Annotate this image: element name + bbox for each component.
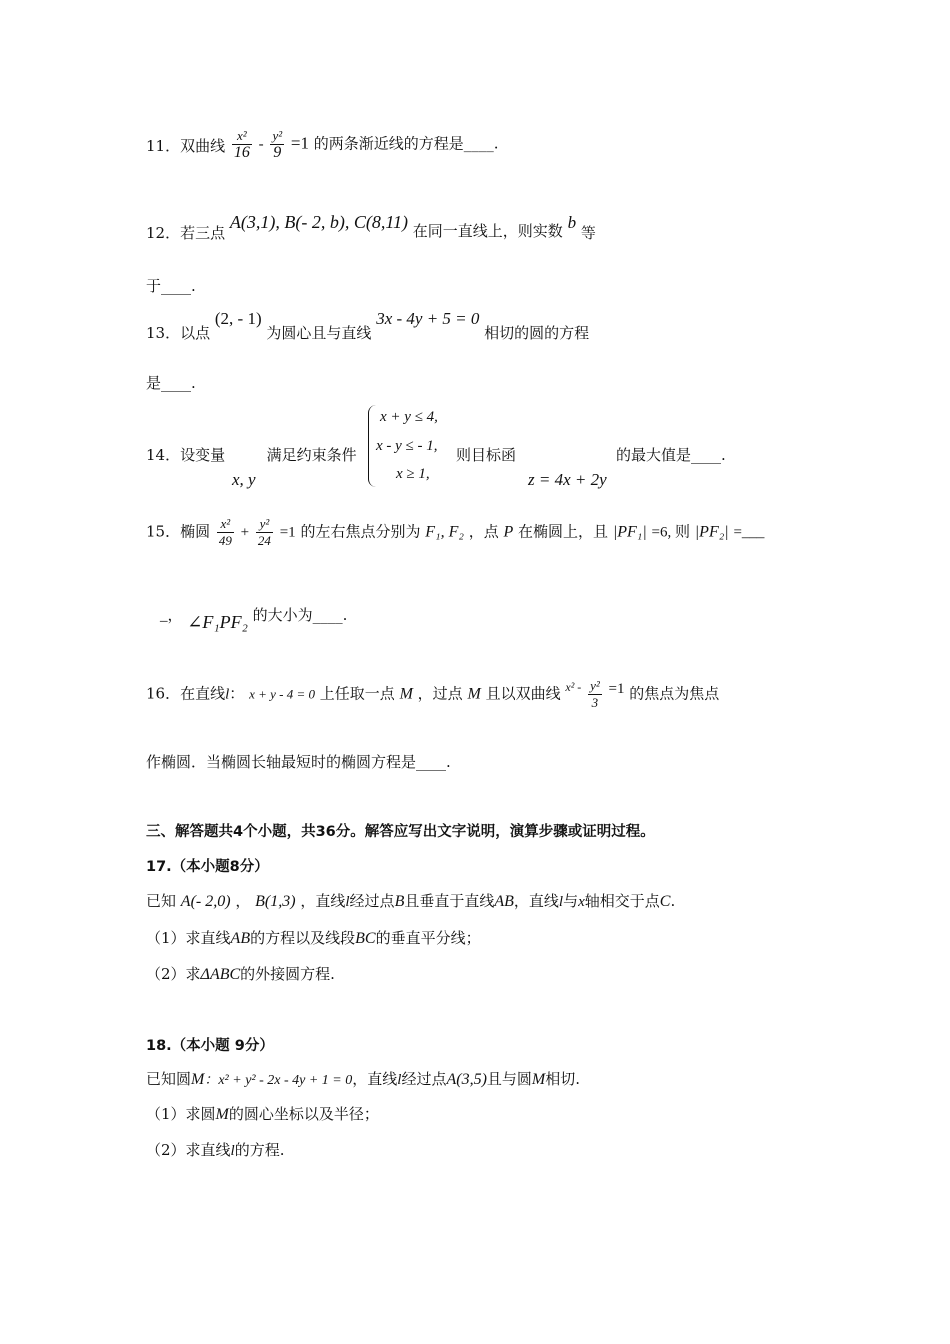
question-18-title: 18.（本小题 9分） bbox=[146, 1038, 274, 1054]
q14-suffix: 的最大值是____. bbox=[616, 446, 726, 464]
question-16-line2: 作椭圆．当椭圆长轴最短时的椭圆方程是____. bbox=[146, 753, 451, 771]
q14-middle2: 则目标函 bbox=[456, 446, 517, 464]
q18-circle-equation: ：x² + y² - 2x - 4y + 1 = 0 bbox=[204, 1073, 353, 1088]
question-14: 14．设变量 满足约束条件 bbox=[146, 446, 357, 464]
q11-fraction-y: $\frac{\text{y²}}{9}$ bbox=[272, 128, 283, 161]
question-17-body: 已知 A(- 2,0) ， B(1,3) ，直线l经过点B且垂直于直线AB，直线l与x轴相交于点C. bbox=[146, 892, 676, 910]
section-3-heading: 三、解答题共4个小题，共36分。解答应写出文字说明，演算步骤或证明过程。 bbox=[146, 824, 655, 840]
q14-objective: z = 4x + 2y bbox=[528, 470, 607, 489]
question-17-title: 17.（本小题8分） bbox=[146, 859, 269, 875]
question-18-part-2: （2）求直线l的方程. bbox=[146, 1141, 285, 1159]
q16-line-equation: x + y - 4 = 0 bbox=[249, 686, 315, 702]
question-11: 11．双曲线 $\frac{\text{x²}}{16}$ - $\frac{\text{y²}}{9}$ =1 的两条渐近线的方程是____. bbox=[146, 128, 499, 161]
question-18-body: 已知圆M：x² + y² - 2x - 4y + 1 = 0，直线l经过点A(3,5)且与圆M相切. bbox=[146, 1070, 581, 1088]
q11-fraction-x: $\frac{\text{x²}}{16}$ bbox=[233, 128, 250, 161]
q12-points: A(3,1), B(- 2, b), C(8,11) bbox=[229, 212, 408, 232]
question-15: 15．椭圆 $\frac{\text{x²}}{49}$ + $\frac{\text{y²}}{24}$ =1 的左右焦点分别为 F₁, F₂ ，点 P 在椭圆上，且 |PF₁| =6, 则 |PF₂| =___ bbox=[146, 516, 765, 548]
question-12-line2: 于____. bbox=[146, 277, 196, 295]
question-18-part-1: （1）求圆M的圆心坐标以及半径； bbox=[146, 1105, 379, 1123]
question-13: 13．以点 (2, - 1) 为圆心且与直线 3x - 4y + 5 = 0 相切的圆的方程 bbox=[146, 309, 590, 342]
question-15-line2: _， ∠F₁PF₂ 的大小为____. bbox=[160, 606, 348, 632]
q13-line-equation: 3x - 4y + 5 = 0 bbox=[376, 309, 480, 328]
question-13-line2: 是____. bbox=[146, 374, 196, 392]
q14-constraint-2: x - y ≤ - 1, bbox=[376, 438, 438, 454]
q15-fraction-x: $\frac{\text{x²}}{49}$ bbox=[218, 516, 232, 548]
question-16: 16．在直线l： x + y - 4 = 0 上任取一点 M ，过点 M 且以双曲线 $^{x^2 -}$ $\frac{\text{y²}}{3}$ =1 的焦点为焦点 bbox=[146, 678, 720, 710]
question-17-part-2: （2）求ΔABC的外接圆方程. bbox=[146, 965, 335, 983]
q16-fraction: $\frac{\text{y²}}{3}$ bbox=[590, 678, 600, 710]
q14-constraint-3: x ≥ 1, bbox=[396, 466, 430, 482]
question-17-part-1: （1）求直线AB的方程以及线段BC的垂直平分线； bbox=[146, 929, 481, 947]
q13-point: (2, - 1) bbox=[214, 309, 262, 328]
q15-angle: ∠F₁PF₂ bbox=[187, 612, 248, 632]
q15-fraction-y: $\frac{\text{y²}}{24}$ bbox=[257, 516, 271, 548]
question-12: 12．若三点 A(3,1), B(- 2, b), C(8,11) 在同一直线上，则实数 b 等 bbox=[146, 212, 596, 242]
q11-prefix: 11．双曲线 bbox=[146, 136, 226, 155]
q14-vars: x, y bbox=[232, 470, 256, 489]
q14-constraint-1: x + y ≤ 4, bbox=[380, 409, 438, 425]
